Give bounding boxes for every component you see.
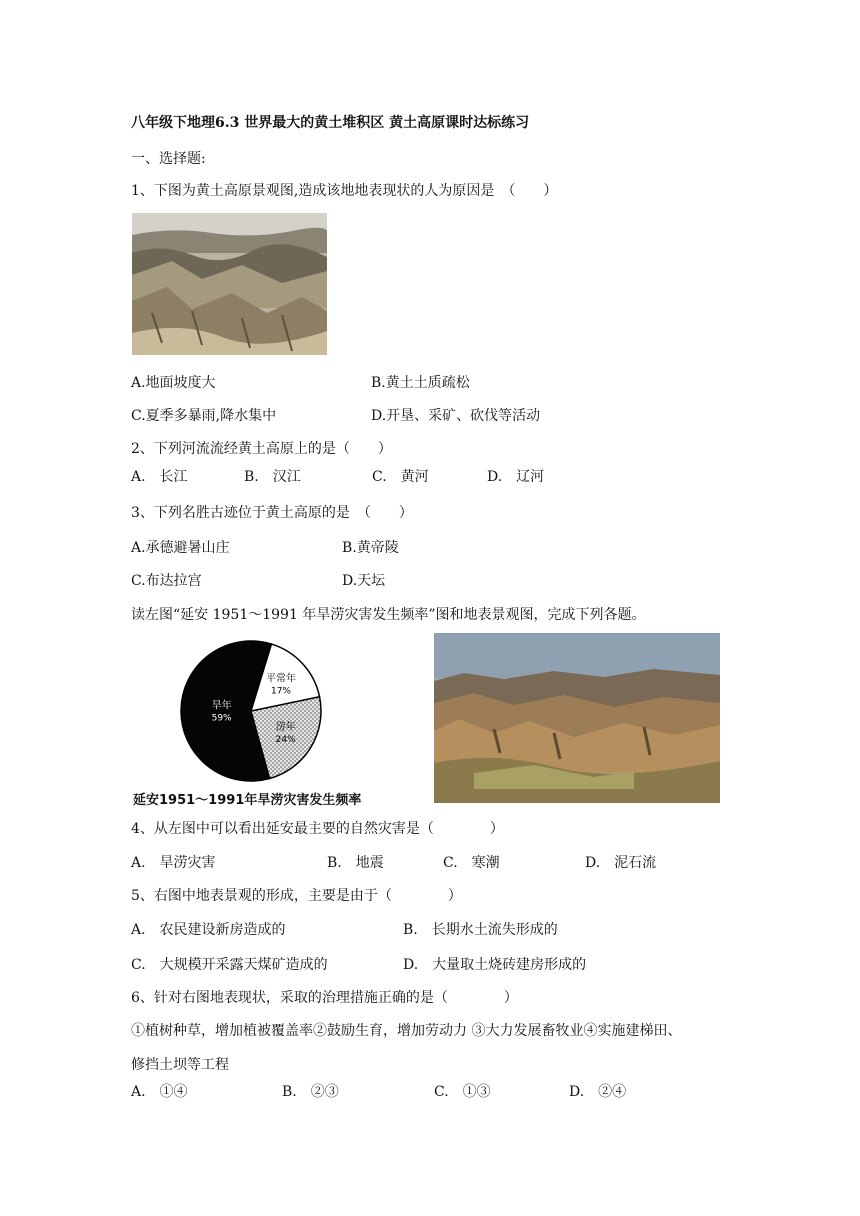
q4-option-b[interactable]: B. 地震 [327,855,384,871]
q6-measures-line-2: 修挡土坝等工程 [131,1057,229,1073]
q1-option-a[interactable]: A.地面坡度大 [131,375,216,391]
q1-option-b[interactable]: B.黄土土质疏松 [371,375,470,391]
pie-chart [130,640,410,810]
question-6-stem: 6、针对右图地表现状，采取的治理措施正确的是（ ） [131,990,518,1006]
q1-option-d[interactable]: D.开垦、采矿、砍伐等活动 [371,408,541,424]
q3-option-a[interactable]: A.承德避暑山庄 [131,540,230,556]
question-4-stem: 4、从左图中可以看出延安最主要的自然灾害是（ ） [131,821,504,837]
q1-option-c[interactable]: C.夏季多暴雨,降水集中 [131,408,277,424]
section-heading: 一、选择题: [131,151,206,167]
pie-label-name: 旱年 [211,700,232,712]
q2-option-a[interactable]: A. 长江 [131,469,188,485]
loess-landscape-photo-2 [434,633,720,803]
q5-option-a[interactable]: A. 农民建设新房造成的 [131,922,286,938]
q2-option-b[interactable]: B. 汉江 [244,469,301,485]
q6-option-d[interactable]: D. ②④ [569,1084,627,1100]
question-1-stem: 1、下图为黄土高原景观图,造成该地地表现状的人为原因是 （ ） [131,183,558,199]
reading-prompt: 读左图“延安 1951～1991 年旱涝灾害发生频率”图和地表景观图，完成下列各题。 [131,607,646,623]
q6-option-a[interactable]: A. ①④ [131,1084,188,1100]
q5-option-c[interactable]: C. 大规模开采露天煤矿造成的 [131,957,328,973]
pie-label-name: 涝年 [275,722,296,734]
q6-option-b[interactable]: B. ②③ [282,1084,339,1100]
q4-option-c[interactable]: C. 寒潮 [443,855,500,871]
pie-label-percent: 24% [275,735,296,746]
pie-chart-svg [130,640,410,810]
question-3-stem: 3、下列名胜古迹位于黄土高原的是 （ ） [131,505,413,521]
q6-measures-line-1: ①植树种草，增加植被覆盖率②鼓励生育，增加劳动力 ③大力发展畜牧业④实施建梯田、 [131,1023,682,1039]
q4-option-a[interactable]: A. 旱涝灾害 [131,855,216,871]
question-2-stem: 2、下列河流流经黄土高原上的是（ ） [131,441,392,457]
q3-option-d[interactable]: D.天坛 [342,573,386,589]
page-title: 八年级下地理6.3 世界最大的黄土堆积区 黄土高原课时达标练习 [131,115,530,131]
pie-label-percent: 59% [211,713,232,724]
q6-option-c[interactable]: C. ①③ [434,1084,491,1100]
q3-option-b[interactable]: B.黄帝陵 [342,540,399,556]
q2-option-d[interactable]: D. 辽河 [487,469,545,485]
question-5-stem: 5、右图中地表景观的形成，主要是由于（ ） [131,888,462,904]
q5-option-b[interactable]: B. 长期水土流失形成的 [403,922,558,938]
q5-option-d[interactable]: D. 大量取土烧砖建房形成的 [403,957,587,973]
pie-label-percent: 17% [270,686,291,697]
pie-chart-title: 延安1951～1991年旱涝灾害发生频率 [133,793,362,808]
loess-landscape-photo-1 [132,213,327,355]
q2-option-c[interactable]: C. 黄河 [372,469,429,485]
q4-option-d[interactable]: D. 泥石流 [585,855,657,871]
q3-option-c[interactable]: C.布达拉宫 [131,573,202,589]
pie-label-name: 平常年 [265,673,296,685]
